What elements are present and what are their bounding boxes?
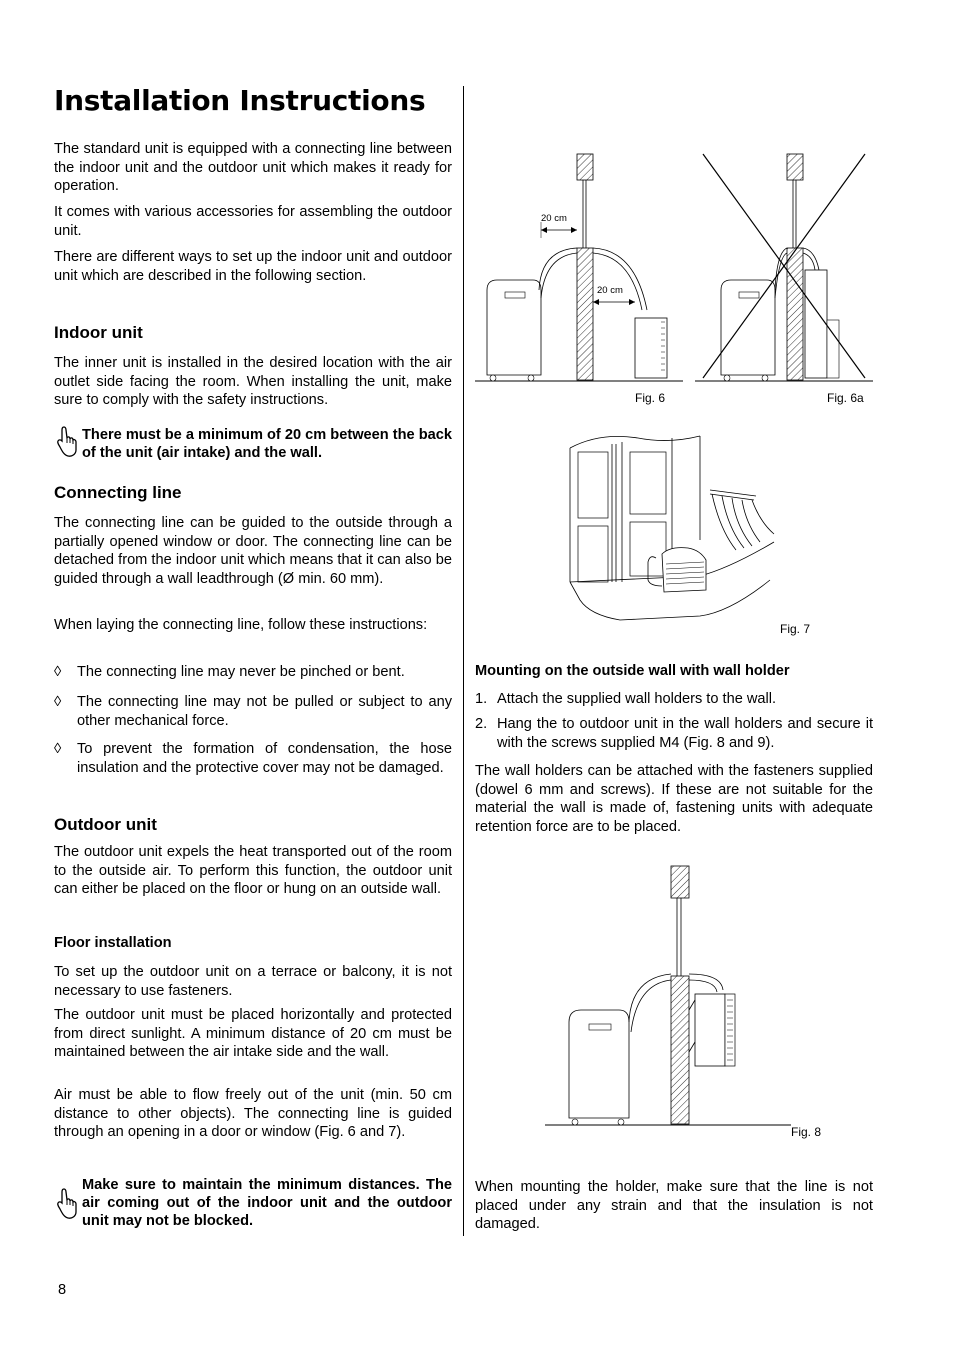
floor-installation-text-3: Air must be able to flow freely out of the unit (min. 50 cm distance to other objects). The connecting line is guided through an opening in a door or window (Fig. 6 and 7).	[54, 1087, 452, 1140]
indoor-unit-heading: Indoor unit	[54, 323, 143, 342]
connecting-line-text-1: The connecting line can be guided to the outside through a partially opened window or door. The connecting line can be detached from the indoor unit which means that it can also be guided through a wall leadthrough (Ø min. 60 mm).	[54, 515, 452, 587]
bullet-item	[54, 740, 452, 800]
step-number: 2.	[475, 716, 488, 732]
indoor-note: There must be a minimum of 20 cm between the back of the unit (air intake) and the wall.	[82, 427, 452, 461]
page-number: 8	[58, 1282, 67, 1298]
wall-mount-heading: Mounting on the outside wall with wall holder	[475, 663, 790, 679]
intro-paragraph-1: The standard unit is equipped with a connecting line between the indoor unit and the outdoor unit which makes it ready for operation.	[54, 141, 452, 194]
bullet-symbol: ◊	[54, 664, 62, 680]
indoor-unit-text: The inner unit is installed in the desired location with the air outlet side facing the room. When installing the unit, make sure to comply with the safety instructions.	[54, 355, 452, 408]
figure-8-caption: Fig. 8	[791, 1125, 822, 1139]
step-item	[475, 690, 873, 710]
connecting-line-heading: Connecting line	[54, 483, 182, 502]
figure-7-diagram	[560, 430, 790, 630]
pointing-hand-icon	[56, 425, 78, 459]
intro-paragraph-2: It comes with various accessories for assembling the outdoor unit.	[54, 204, 452, 239]
step-text: Hang the to outdoor unit in the wall holders and secure it with the screws supplied M4 (Fig. 8 and 9).	[497, 716, 873, 751]
figure-6a-caption: Fig. 6a	[827, 391, 864, 405]
page-title: Installation Instructions	[54, 84, 426, 117]
outdoor-note: Make sure to maintain the minimum distances. The air coming out of the indoor unit and the outdoor unit may not be blocked.	[82, 1177, 452, 1229]
figure-7-caption: Fig. 7	[780, 622, 811, 636]
intro-paragraph-3: There are different ways to set up the indoor unit and outdoor unit which are described in the following section.	[54, 249, 452, 284]
wall-mount-text: The wall holders can be attached with the fasteners supplied (dowel 6 mm and screws). If these are not suitable for the material the wall is made of, fastening units with adequate retention force are to be placed.	[475, 763, 873, 835]
dimension-label: 20 cm	[597, 285, 623, 296]
step-number: 1.	[475, 691, 488, 707]
bullet-item	[54, 663, 452, 683]
bullet-symbol: ◊	[54, 694, 62, 710]
connecting-line-text-2: When laying the connecting line, follow these instructions:	[54, 617, 428, 633]
bullet-text: The connecting line may never be pinched or bent.	[77, 664, 405, 680]
figure-8-diagram	[545, 860, 795, 1130]
step-item	[475, 715, 873, 755]
dimension-label: 20 cm	[541, 213, 567, 224]
figure-6-diagram	[475, 150, 685, 385]
pointing-hand-icon	[56, 1187, 78, 1221]
column-divider	[463, 86, 464, 1236]
figure-6a-diagram	[695, 150, 875, 385]
bullet-text: To prevent the formation of condensation, the hose insulation and the protective cover may not be damaged.	[77, 741, 452, 776]
outdoor-unit-heading: Outdoor unit	[54, 815, 157, 834]
bullet-item	[54, 693, 452, 733]
figure-6-caption: Fig. 6	[635, 391, 666, 405]
floor-installation-text-2: The outdoor unit must be placed horizontally and protected from direct sunlight. A minimum distance of 20 cm must be maintained between the air intake side and the wall.	[54, 1007, 452, 1060]
outdoor-unit-text: The outdoor unit expels the heat transported out of the room to the outside air. To perform this function, the outdoor unit can either be placed on the floor or hung on an outside wall.	[54, 844, 452, 897]
wall-mount-final-text: When mounting the holder, make sure that the line is not placed under any strain and that the insulation is not damaged.	[475, 1179, 873, 1232]
bullet-symbol: ◊	[54, 741, 62, 757]
step-text: Attach the supplied wall holders to the wall.	[497, 691, 777, 707]
floor-installation-text-1: To set up the outdoor unit on a terrace or balcony, it is not necessary to use fasteners.	[54, 964, 452, 999]
floor-installation-heading: Floor installation	[54, 935, 172, 951]
bullet-text: The connecting line may not be pulled or subject to any other mechanical force.	[77, 694, 452, 729]
